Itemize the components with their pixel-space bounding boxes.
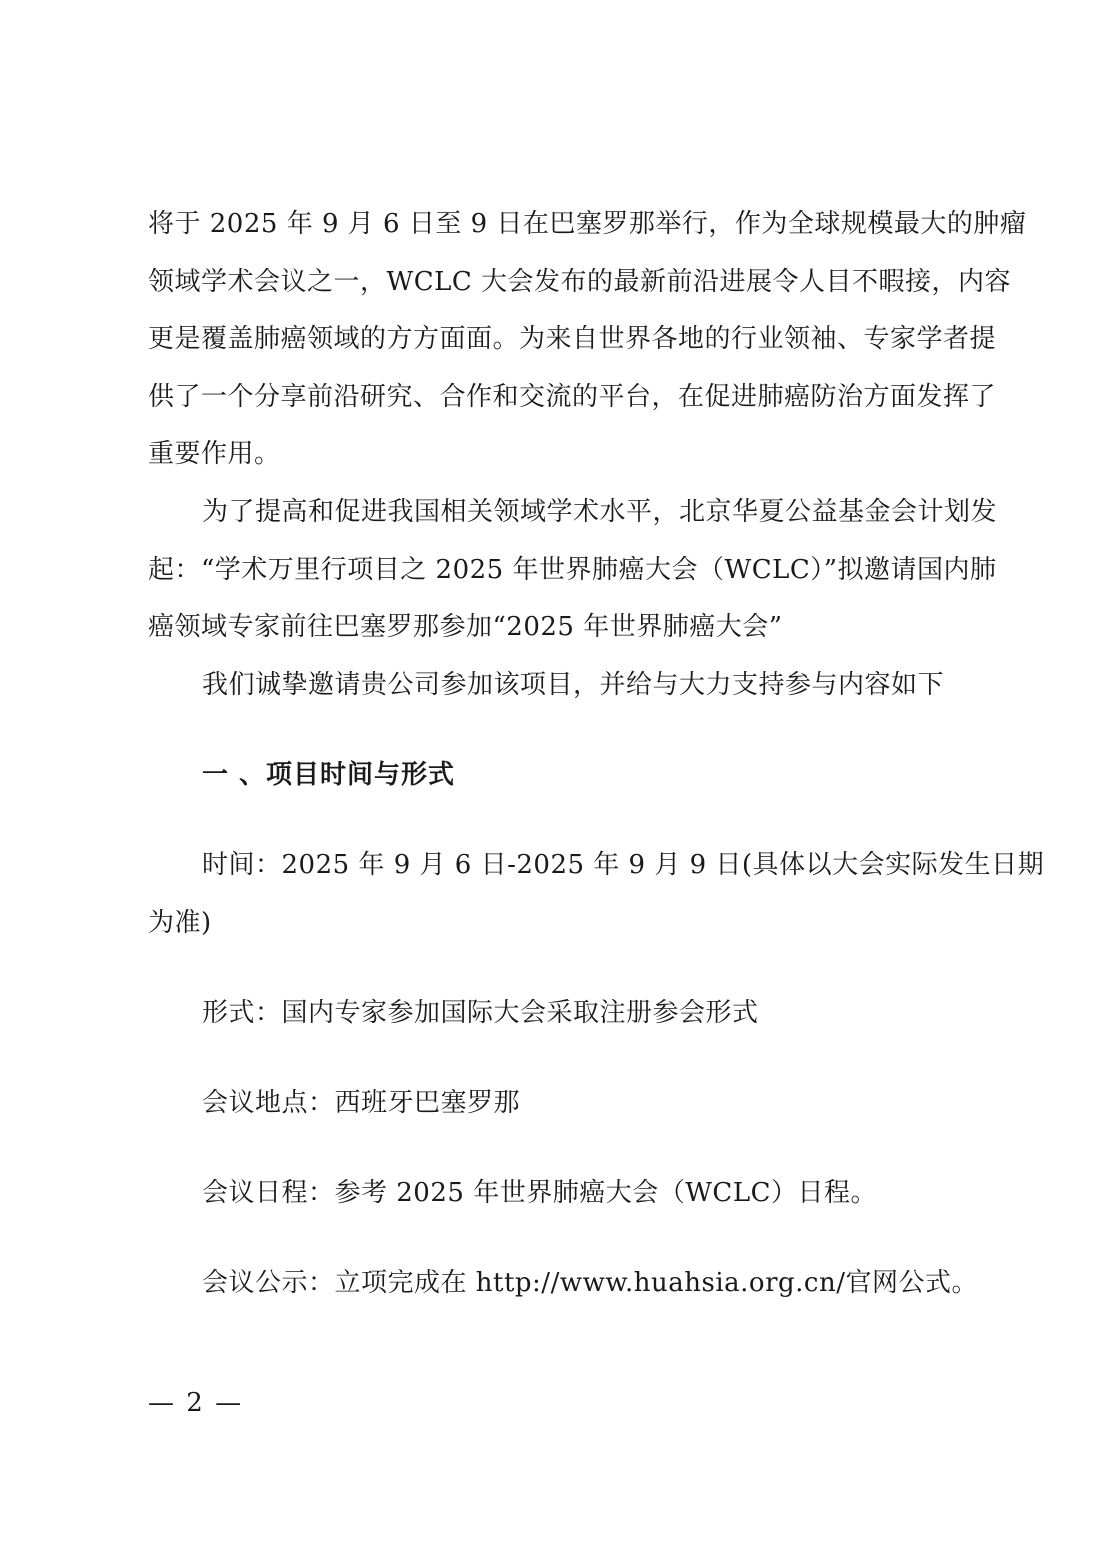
form-line: 形式：国内专家参加国际大会采取注册参会形式 [202,998,759,1028]
intro-line-1: 将于 2025 年 9 月 6 日至 9 日在巴塞罗那举行，作为全球规模最大的肿瘤 [148,209,1027,239]
intro-line-3: 更是覆盖肺癌领域的方方面面。为来自世界各地的行业领袖、专家学者提 [148,324,997,354]
purpose-line-2: 起：“学术万里行项目之 2025 年世界肺癌大会（WCLC）”拟邀请国内肺 [148,555,997,585]
intro-line-4: 供了一个分享前沿研究、合作和交流的平台，在促进肺癌防治方面发挥了 [148,382,997,412]
schedule-line: 会议日程：参考 2025 年世界肺癌大会（WCLC）日程。 [202,1178,877,1208]
section-heading: 一 、项目时间与形式 [202,760,456,790]
purpose-line-3: 癌领域专家前往巴塞罗那参加“2025 年世界肺癌大会” [148,612,783,642]
intro-line-2: 领域学术会议之一，WCLC 大会发布的最新前沿进展令人目不暇接，内容 [148,267,1012,297]
location-line: 会议地点：西班牙巴塞罗那 [202,1088,521,1118]
time-line-1: 时间：2025 年 9 月 6 日-2025 年 9 月 9 日(具体以大会实际发生日期 [202,850,1045,880]
intro-line-5: 重要作用。 [148,439,281,469]
invitation-line: 我们诚挚邀请贵公司参加该项目，并给与大力支持参与内容如下 [202,670,945,700]
page-number: — 2 — [148,1388,244,1418]
purpose-line-1: 为了提高和促进我国相关领域学术水平，北京华夏公益基金会计划发 [202,497,998,527]
time-line-2: 为准) [148,908,212,938]
announcement-line: 会议公示：立项完成在 http://www.huahsia.org.cn/官网公式。 [202,1268,978,1298]
